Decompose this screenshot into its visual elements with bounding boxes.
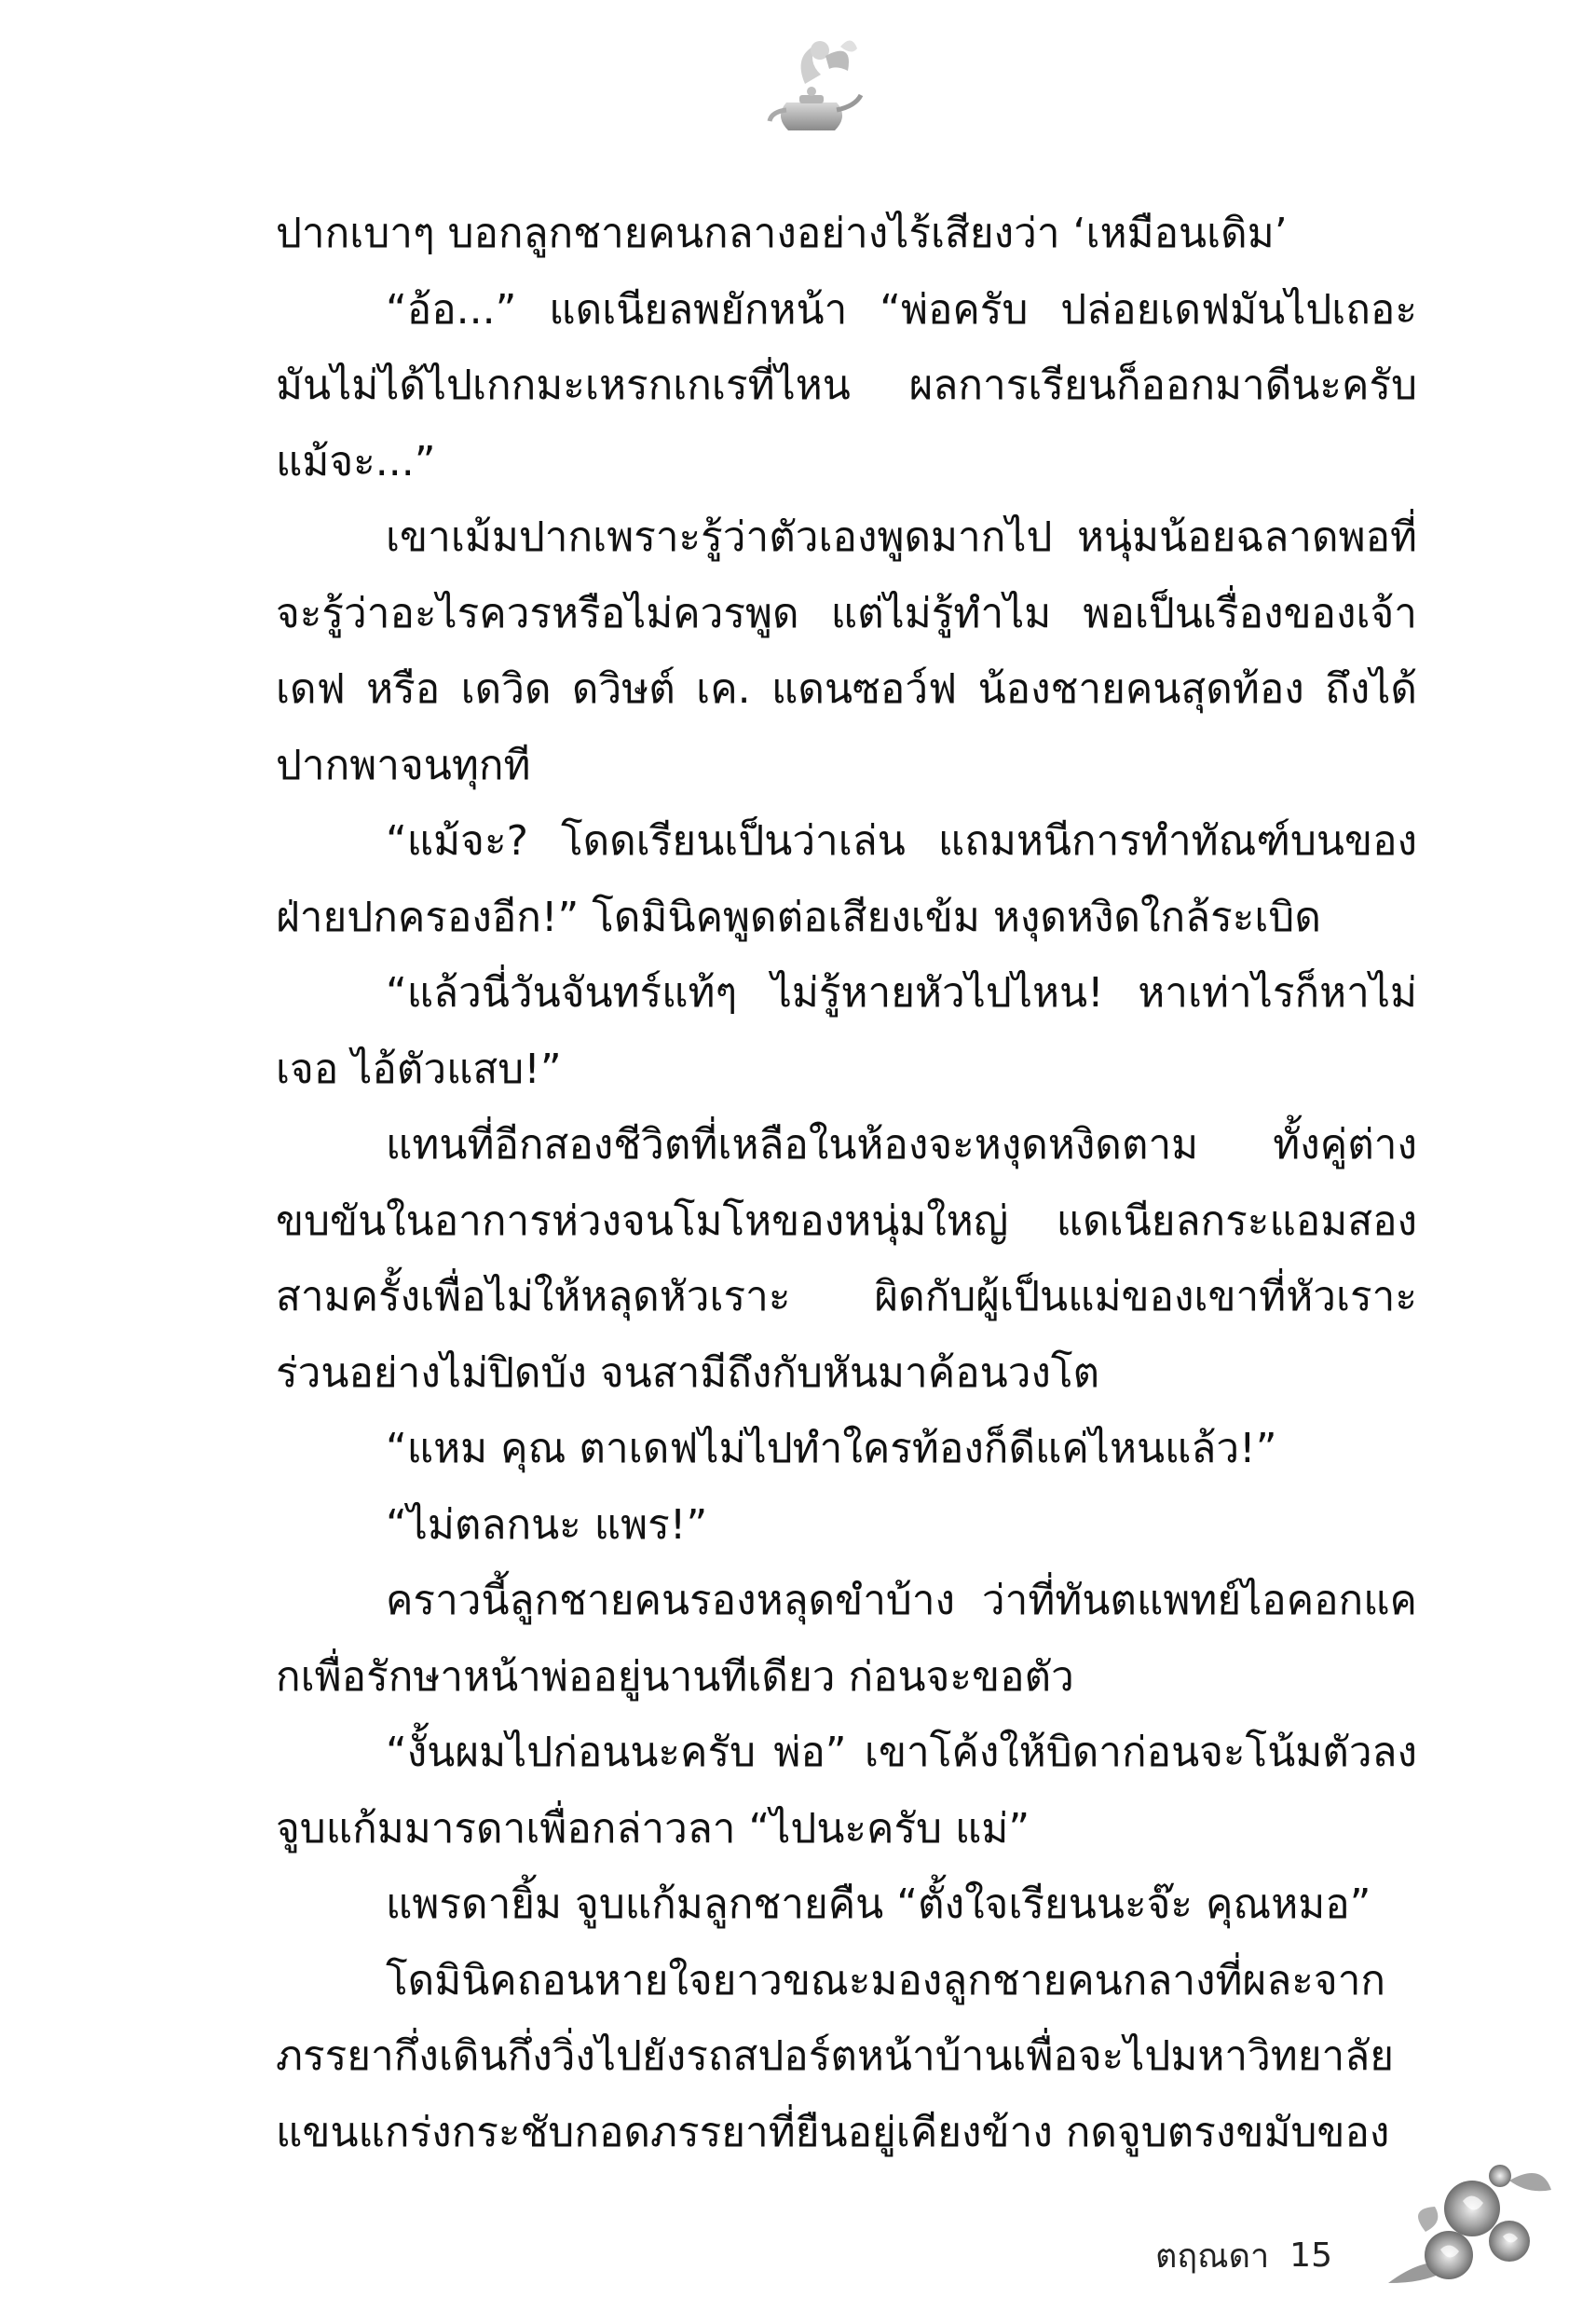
paragraph: แทนที่อีกสองชีวิตที่เหลือในห้องจะหงุดหงิดตาม ทั้งคู่ต่างขบขันในอาการห่วงจนโมโหของหนุ่มใหญ่ แดเนียลกระแอมสองสามครั้งเพื่อไม่ให้หลุดหัวเราะ ผิดกับผู้เป็นแม่ของเขาที่หัวเราะร่วนอย่างไม่ปิดบัง จนสามีถึงกับหันมาค้อนวงโต (276, 1121, 1417, 1397)
paragraph: โดมินิคถอนหายใจยาวขณะมองลูกชายคนกลางที่ผละจากภรรยากึ่งเดินกึ่งวิ่งไปยังรถสปอร์ตหน้าบ้านเพื่อจะไปมหาวิทยาลัย แขนแกร่งกระชับกอดภรรยาที่ยืนอยู่เคียงข้าง กดจูบตรงขมับของ (276, 1956, 1395, 2156)
page-footer (1155, 2227, 1332, 2283)
paragraph: ปากเบาๆ บอกลูกชายคนกลางอย่างไร้เสียงว่า ‘เหมือนเดิม’ (276, 210, 1288, 257)
paragraph: “อ้อ...” แดเนียลพยักหน้า “พ่อครับ ปล่อยเดฟมันไปเถอะ มันไม่ได้ไปเกกมะเหรกเกเรที่ไหน ผลการเรียนก็ออกมาดีนะครับ แม้จะ...” (276, 285, 1417, 485)
paragraph: “แม้จะ? โดดเรียนเป็นว่าเล่น แถมหนีการทำทัณฑ์บนของฝ่ายปกครองอีก!” โดมินิคพูดต่อเสียงเข้ม หงุดหงิดใกล้ระเบิด (276, 817, 1417, 941)
body-text (276, 196, 1417, 2170)
paragraph: “ไม่ตลกนะ แพร!” (386, 1500, 708, 1549)
paragraph: “งั้นผมไปก่อนนะครับ พ่อ” เขาโค้งให้บิดาก่อนจะโน้มตัวลงจูบแก้มมารดาเพื่อกล่าวลา “ไปนะครับ แม่” (276, 1729, 1417, 1853)
roses-ornament-icon (1370, 2143, 1556, 2302)
paragraph: “แหม คุณ ตาเดฟไม่ไปทำใครท้องก็ดีแค่ไหนแล้ว!” (386, 1425, 1277, 1472)
page-number: 15 (1289, 2236, 1332, 2275)
paragraph: “แล้วนี่วันจันทร์แท้ๆ ไม่รู้หายหัวไปไหน! หาเท่าไรก็หาไม่เจอ ไอ้ตัวแสบ!” (276, 969, 1417, 1093)
book-title: ตฤณดา (1155, 2236, 1270, 2276)
paragraph: คราวนี้ลูกชายคนรองหลุดขำบ้าง ว่าที่ทันตแพทย์ไอคอกแคกเพื่อรักษาหน้าพ่ออยู่นานทีเดียว ก่อนจะขอตัว (276, 1577, 1417, 1701)
paragraph: แพรดายิ้ม จูบแก้มลูกชายคืน “ตั้งใจเรียนนะจ๊ะ คุณหมอ” (386, 1880, 1371, 1928)
teapot-cherub-ornament-icon (751, 28, 872, 149)
paragraph: เขาเม้มปากเพราะรู้ว่าตัวเองพูดมากไป หนุ่มน้อยฉลาดพอที่จะรู้ว่าอะไรควรหรือไม่ควรพูด แต่ไม่รู้ทำไม พอเป็นเรื่องของเจ้าเดฟ หรือ เดวิด ดวิษต์ เค. แดนซอว์ฟ น้องชายคนสุดท้อง ถึงได้ปากพาจนทุกที (276, 513, 1417, 789)
